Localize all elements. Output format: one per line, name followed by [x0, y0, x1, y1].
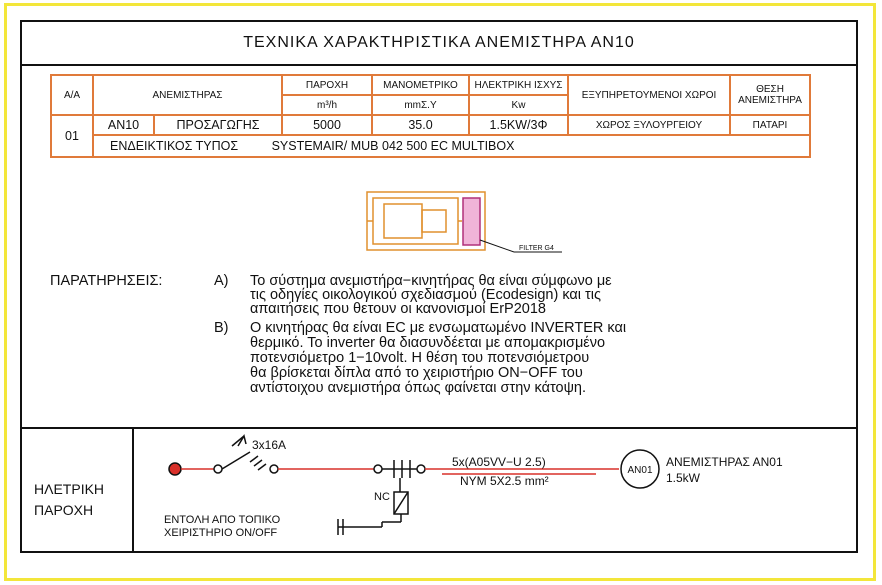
sheet-title: ΤΕΧΝΙΚΑ ΧΑΡΑΚΤΗΡΙΣΤΙΚΑ ΑΝΕΜΙΣΤΗΡΑ ΑΝ10: [22, 22, 856, 66]
cell-served: ΧΩΡΟΣ ΞΥΛΟΥΡΓΕΙΟΥ: [568, 115, 730, 135]
cell-power: 1.5KW/3Φ: [469, 115, 568, 135]
header-aa: Α/Α: [51, 75, 93, 115]
note-a-marker: Α): [214, 273, 229, 289]
note-b-line-3: ποτενσιόμετρο 1−10volt. Η θέση του ποτενσιόμετρου: [250, 350, 590, 366]
cell-location: ΠΑΤΑΡΙ: [730, 115, 810, 135]
note-b-line-1: Ο κινητήρας θα είναι EC με ενσωματωμένο INVERTER και: [250, 320, 627, 336]
cell-code: ΑΝ10: [93, 115, 154, 135]
header-location: ΘΕΣΗ ΑΝΕΜΙΣΤΗΡΑ: [730, 75, 810, 115]
indicative-label: ΕΝΔΕΙΚΤΙΚΟΣ ΤΥΠΟΣ: [110, 139, 239, 153]
cell-type: ΠΡΟΣΑΓΩΓΗΣ: [154, 115, 282, 135]
command-line-2: ΧΕΙΡΙΣΤΗΡΙΟ ON/OFF: [164, 527, 278, 539]
indicative-value: SYSTEMAIR/ MUB 042 500 EC MULTIBOX: [271, 139, 515, 153]
electrical-label-line-2: ΠΑΡΟΧΗ: [34, 502, 94, 518]
cable-spec-line-2: NYM 5X2.5 mm²: [460, 474, 549, 488]
filter-label: FILTER G4: [519, 245, 554, 252]
cable-spec-line-1: 5x(A05VV−U 2.5): [452, 455, 546, 469]
notes-heading: ΠΑΡΑΤΗΡΗΣΕΙΣ:: [50, 273, 163, 289]
drawing-sheet: [20, 20, 858, 553]
breaker-blade: [222, 452, 250, 469]
note-a-line-1: Το σύστημα ανεμιστήρα−κινητήρας θα είναι σύμφωνο με: [250, 273, 612, 289]
breaker-terminal-out: [270, 465, 278, 473]
note-a-line-2: τις οδηγίες οικολογικού σχεδιασμού (Ecodesign) και τις: [250, 287, 601, 303]
cell-flow: 5000: [282, 115, 372, 135]
motor-label: ΑΝΕΜΙΣΤΗΡΑΣ ΑΝ01: [666, 455, 783, 469]
note-b-line-2: θερμικό. Το inverter θα διασυνδέεται με απομακρισμένο: [250, 335, 606, 351]
note-b-line-5: αντίστοιχου ανεμιστήρα όπως φαίνεται στην κάτοψη.: [250, 380, 587, 396]
contactor-terminal-in: [374, 465, 382, 473]
electrical-schematic: [22, 22, 860, 555]
unit-power: Kw: [469, 95, 568, 115]
header-power: ΗΛΕΚΤΡΙΚΗ ΙΣΧΥΣ: [469, 75, 568, 95]
cell-pressure: 35.0: [372, 115, 469, 135]
electrical-label-line-1: ΗΛΕΤΡΙΚΗ: [34, 481, 105, 497]
unit-flow: m³/h: [282, 95, 372, 115]
breaker-terminal-in: [214, 465, 222, 473]
contact-type: NC: [374, 491, 390, 503]
note-b-line-4: θα βρίσκεται δίπλα από το χειριστήριο ON−OFF του: [250, 365, 583, 381]
header-pressure: ΜΑΝΟΜΕΤΡΙΚΟ: [372, 75, 469, 95]
note-b-marker: Β): [214, 320, 229, 336]
command-line-1: ΕΝΤΟΛΗ ΑΠΟ ΤΟΠΙΚΟ: [164, 514, 281, 526]
motor-symbol-label: AN01: [627, 465, 653, 476]
note-a-line-3: απαιτήσεις που θετουν οι κανονισμοί ErP2018: [250, 301, 546, 317]
motor-power: 1.5kW: [666, 471, 701, 485]
header-flow: ΠΑΡΟΧΗ: [282, 75, 372, 95]
header-served: ΕΞΥΠΗΡΕΤΟΥΜΕΝΟΙ ΧΩΡΟΙ: [568, 75, 730, 115]
supply-point: [169, 463, 181, 475]
breaker-rating: 3x16A: [252, 438, 287, 452]
header-fan: ΑΝΕΜΙΣΤΗΡΑΣ: [93, 75, 282, 115]
contactor-terminal-out: [417, 465, 425, 473]
cell-aa: 01: [51, 115, 93, 157]
unit-pressure: mmΣ.Υ: [372, 95, 469, 115]
